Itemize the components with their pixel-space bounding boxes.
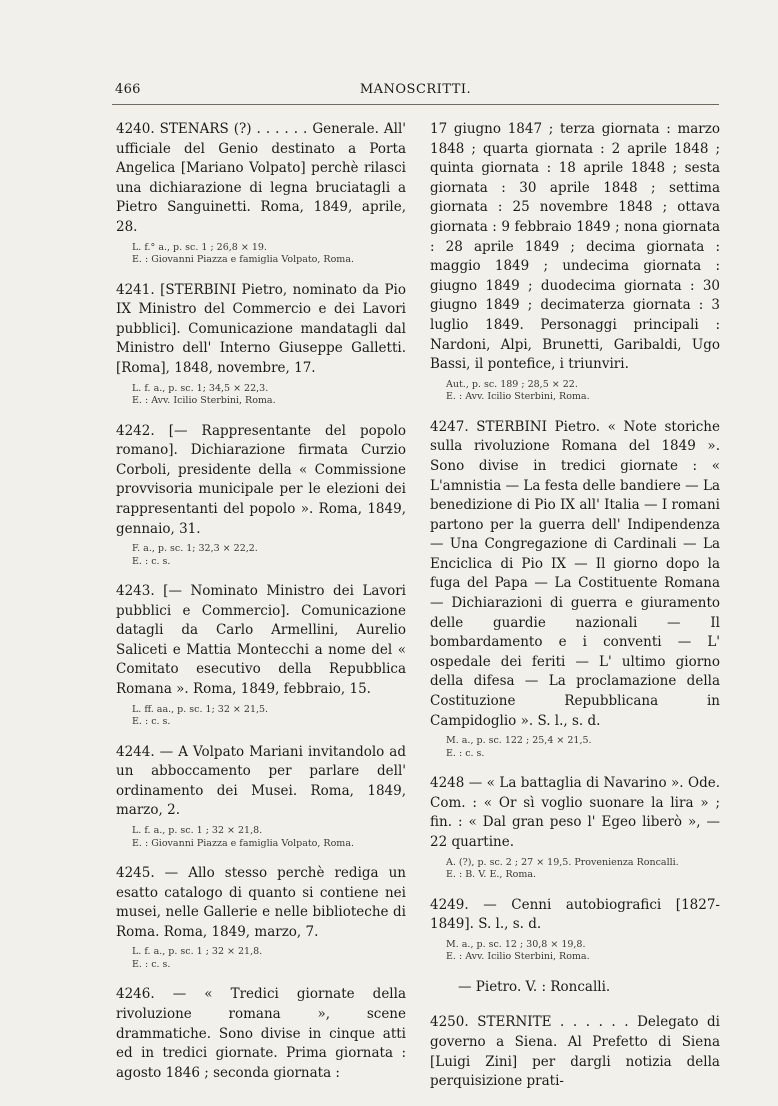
metadata-line: E. : Giovanni Piazza e famiglia Volpato, Roma.: [132, 837, 354, 849]
metadata-line: E. : c. s.: [132, 555, 171, 567]
entry-metadata: [116, 825, 406, 850]
catalog-entry: [430, 418, 720, 761]
metadata-line: E. : B. V. E., Roma.: [446, 869, 537, 881]
catalog-entry: [116, 743, 406, 850]
entry-metadata: [430, 379, 720, 404]
cross-reference-note: — Pietro. V. : Roncalli.: [458, 978, 611, 995]
catalog-entry: [116, 985, 406, 1083]
catalog-entry: [430, 120, 720, 404]
right-column: [430, 120, 720, 1106]
metadata-line: L. f. a., p. sc. 1 ; 32 × 21,8.: [132, 946, 263, 958]
metadata-line: E. : c. s.: [446, 747, 485, 759]
entry-metadata: [116, 383, 406, 408]
catalog-entry: [116, 864, 406, 971]
entry-text: 17 giugno 1847 ; terza giornata : marzo 1848 ; quarta giornata : 2 aprile 1848 ; quinta giornata : 18 aprile 1848 ; sesta giornata : 30 aprile 1848 ; settima giornata : 25 novembre 1848 ; ottava giornata : 9 febbraio 1849 ; nona giornata : 28 aprile 1849 ; decima giornata : maggio 1849 ; undecima giornata : giugno 1849 ; duodecima giornata : 30 giugno 1849 ; decimaterza giornata : 3 luglio 1849. Personaggi principali : Nardoni, Alpi, Brunetti, Garibaldi, Ugo Bassi, il pontefice, i triunviri.: [430, 121, 720, 373]
entry-metadata: [430, 735, 720, 760]
entry-text: 4243. [— Nominato Ministro dei Lavori pubblici e Commercio]. Comunicazione datagli da Carlo Armellini, Aurelio Saliceti e Mattia Montecchi a nome del « Comitato esecutivo della Repubblica Romana ». Roma, 1849, febbraio, 15.: [116, 583, 406, 698]
entry-metadata: [430, 857, 720, 882]
catalog-entry: [430, 1013, 720, 1091]
entry-text: 4241. [STERBINI Pietro, nominato da Pio IX Ministro del Commercio e dei Lavori pubblici]. Comunicazione mandatagli dal Ministro dell' Interno Giuseppe Galletti. [Roma], 1848, novembre, 17.: [116, 281, 406, 376]
catalog-entry: [430, 774, 720, 881]
catalog-entry: [430, 896, 720, 964]
entry-metadata: [116, 242, 406, 267]
entry-metadata: [116, 946, 406, 971]
catalog-entry: [116, 281, 406, 408]
metadata-line: L. f. a., p. sc. 1; 34,5 × 22,3.: [132, 382, 269, 394]
metadata-line: E. : Avv. Icilio Sterbini, Roma.: [132, 395, 276, 407]
metadata-line: A. (?), p. sc. 2 ; 27 × 19,5. Provenienza Roncalli.: [446, 856, 679, 868]
entry-text: 4246. — « Tredici giornate della rivoluzione romana », scene drammatiche. Sono divise in cinque atti ed in tredici giornate. Prima giornata : agosto 1846 ; seconda giornata :: [116, 986, 406, 1081]
page-header: [112, 82, 719, 106]
metadata-line: E. : c. s.: [132, 716, 171, 728]
entry-text: 4247. STERBINI Pietro. « Note storiche sulla rivoluzione Romana del 1849 ». Sono divise in tredici giornate : « L'amnistia — La festa delle bandiere — La benedizione di Pio IX all' Italia — I romani partono per la guerra dell' Indipendenza — Una Congregazione di Cardinali — La Enciclica di Pio IX — Il giorno dopo la fuga del Papa — La Costituente Romana — Dichiarazioni di guerra e giuramento delle guardie nazionali — Il bombardamento e i conventi — L' ospedale dei feriti — L' ultimo giorno della difesa — La proclamazione della Costituzione Repubblicana in Campidoglio ». S. l., s. d.: [430, 418, 720, 729]
page-number: 466: [115, 82, 141, 97]
entry-text: 4242. [— Rappresentante del popolo romano]. Dichiarazione firmata Curzio Corboli, presidente della « Commissione provvisoria municipale per le elezioni dei rappresentanti del popolo ». Roma, 1849, gennaio, 31.: [116, 422, 406, 537]
running-title: MANOSCRITTI.: [359, 82, 472, 97]
catalog-entry: [116, 422, 406, 569]
entry-text: 4250. STERNITE . . . . . . Delegato di governo a Siena. Al Prefetto di Siena [Luigi Zini] per dargli notizia della perquisizione prati-: [430, 1014, 720, 1090]
entry-text: 4240. STENARS (?) . . . . . . Generale. All' ufficiale del Genio destinato a Porta Angelica [Mariano Volpato] perchè rilasci una dichiarazione di legna bruciatagli a Pietro Sanguinetti. Roma, 1849, aprile, 28.: [116, 121, 406, 235]
entry-text: 4244. — A Volpato Mariani invitandolo ad un abboccamento per parlare dell' ordinamento dei Musei. Roma, 1849, marzo, 2.: [116, 743, 406, 819]
metadata-line: E. : Avv. Icilio Sterbini, Roma.: [446, 391, 590, 403]
catalog-entry: [116, 120, 406, 267]
catalog-entry: [116, 582, 406, 729]
metadata-line: E. : Avv. Icilio Sterbini, Roma.: [446, 951, 590, 963]
metadata-line: L. ff. aa., p. sc. 1; 32 × 21,5.: [132, 703, 269, 715]
metadata-line: E. : Giovanni Piazza e famiglia Volpato, Roma.: [132, 254, 354, 266]
left-column: [116, 120, 406, 1097]
metadata-line: L. f.° a., p. sc. 1 ; 26,8 × 19.: [132, 241, 267, 253]
metadata-line: M. a., p. sc. 122 ; 25,4 × 21,5.: [446, 735, 592, 747]
entry-text: 4245. — Allo stesso perchè rediga un esatto catalogo di quanto si contiene nei musei, nelle Gallerie e nelle biblioteche di Roma. Roma, 1849, marzo, 7.: [116, 865, 406, 940]
metadata-line: F. a., p. sc. 1; 32,3 × 22,2.: [132, 543, 258, 555]
metadata-line: M. a., p. sc. 12 ; 30,8 × 19,8.: [446, 938, 586, 950]
entry-metadata: [116, 543, 406, 568]
metadata-line: E. : c. s.: [132, 958, 171, 970]
metadata-line: Aut., p. sc. 189 ; 28,5 × 22.: [446, 378, 578, 390]
entry-text: 4249. — Cenni autobiografici [1827-1849]. S. l., s. d.: [430, 896, 720, 933]
entry-text: 4248 — « La battaglia di Navarino ». Ode. Com. : « Or sì voglio suonare la lira » ; fin. : « Dal gran peso l' Egeo liberò », — 22 quartine.: [430, 775, 720, 850]
header-rule: [112, 104, 719, 105]
entry-metadata: [116, 704, 406, 729]
entry-metadata: [430, 939, 720, 964]
metadata-line: L. f. a., p. sc. 1 ; 32 × 21,8.: [132, 825, 263, 837]
